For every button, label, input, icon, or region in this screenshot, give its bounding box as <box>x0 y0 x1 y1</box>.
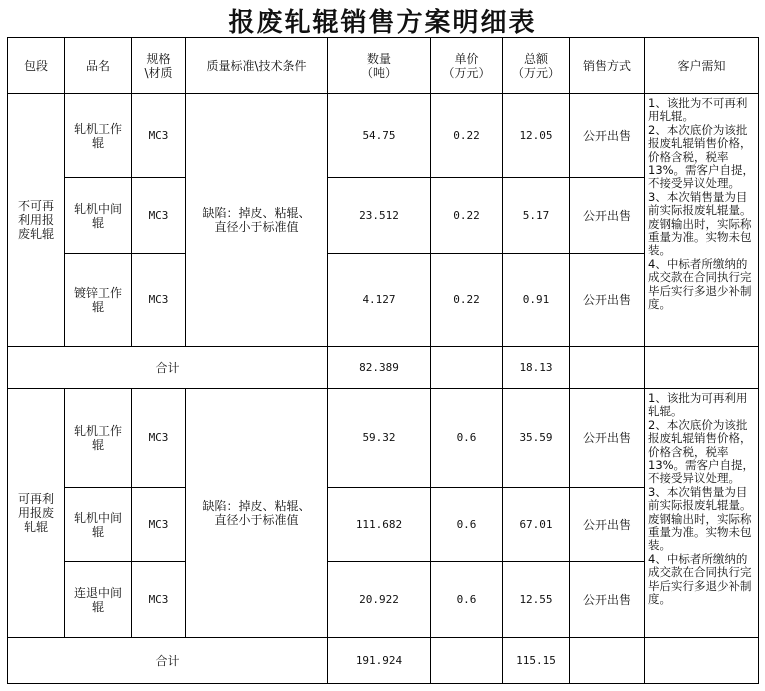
table-row <box>8 94 759 178</box>
item-total: 67.01 <box>503 488 570 562</box>
header-method: 销售方式 <box>570 38 645 94</box>
item-spec: MC3 <box>132 389 186 488</box>
notice-line: 4、中标者所缴纳的成交款在合同执行完毕后实行多退少补制度。 <box>648 551 752 607</box>
customer-notice <box>645 389 759 638</box>
header-spec-label: 规格\材质 <box>144 51 173 80</box>
notice-line: 2、本次底价为该批报废轧辊销售价格，价格含税，税率13%。需客户自提，不接受异议处理。 <box>648 417 755 486</box>
header-spec <box>132 38 186 94</box>
item-method: 公开出售 <box>570 94 645 178</box>
notice-line: 3、本次销售量为目前实际报废轧辊量。废钢输出时，实际称重量为准。实物未包装。 <box>648 484 752 553</box>
subtotal-notice-empty <box>645 638 759 684</box>
item-name-text: 轧机中间辊 <box>73 201 122 230</box>
quality-standard-text: 缺陷：掉皮、粘辊、直径小于标准值 <box>202 499 311 527</box>
subtotal-total: 18.13 <box>503 347 570 389</box>
item-spec: MC3 <box>132 254 186 347</box>
item-price: 0.6 <box>431 488 503 562</box>
header-qty <box>328 38 431 94</box>
quality-standard <box>186 389 328 638</box>
item-total: 5.17 <box>503 178 570 254</box>
item-name-text: 轧机工作辊 <box>73 121 122 150</box>
item-name <box>65 94 132 178</box>
quality-standard-text: 缺陷：掉皮、粘辊、直径小于标准值 <box>202 206 311 234</box>
item-name-text: 镀锌工作辊 <box>73 286 122 314</box>
item-spec: MC3 <box>132 488 186 562</box>
item-name-text: 轧机工作辊 <box>73 424 122 452</box>
item-qty: 54.75 <box>328 94 431 178</box>
subtotal-total: 115.15 <box>503 638 570 684</box>
subtotal-qty: 191.924 <box>328 638 431 684</box>
subtotal-row <box>8 638 759 684</box>
header-notice: 客户需知 <box>645 38 759 94</box>
item-total: 12.05 <box>503 94 570 178</box>
subtotal-price-empty <box>431 347 503 389</box>
item-spec: MC3 <box>132 562 186 638</box>
section-label <box>8 94 65 347</box>
item-name <box>65 488 132 562</box>
item-qty: 20.922 <box>328 562 431 638</box>
header-qty-label: 数量 <box>366 51 391 66</box>
header-total <box>503 38 570 94</box>
item-method: 公开出售 <box>570 389 645 488</box>
header-price-label: 单价 <box>454 51 479 66</box>
subtotal-price-empty <box>431 638 503 684</box>
header-total-label: 总额 <box>523 51 548 66</box>
header-total-unit: （万元） <box>511 65 560 80</box>
subtotal-method-empty <box>570 638 645 684</box>
table-row <box>8 389 759 488</box>
item-name-text: 轧机中间辊 <box>73 510 122 539</box>
section-label <box>8 389 65 638</box>
item-qty: 59.32 <box>328 389 431 488</box>
notice-line: 1、该批为不可再利用轧辊。 <box>648 96 748 124</box>
header-row <box>8 38 759 94</box>
subtotal-qty: 82.389 <box>328 347 431 389</box>
item-total: 35.59 <box>503 389 570 488</box>
header-quality: 质量标准\技术条件 <box>186 38 328 94</box>
notice-line: 1、该批为可再利用轧辊。 <box>648 391 748 419</box>
header-price <box>431 38 503 94</box>
item-spec: MC3 <box>132 178 186 254</box>
quality-standard <box>186 94 328 347</box>
item-spec: MC3 <box>132 94 186 178</box>
item-qty: 111.682 <box>328 488 431 562</box>
item-price: 0.6 <box>431 562 503 638</box>
notice-line: 4、中标者所缴纳的成交款在合同执行完毕后实行多退少补制度。 <box>648 256 752 312</box>
notice-line: 3、本次销售量为目前实际报废轧辊量。废钢输出时，实际称重量为准。实物未包装。 <box>648 189 752 258</box>
item-qty: 23.512 <box>328 178 431 254</box>
item-method: 公开出售 <box>570 562 645 638</box>
page-title: 报废轧辊销售方案明细表 <box>228 8 537 38</box>
notice-line: 2、本次底价为该批报废轧辊销售价格，价格含税，税率13%。需客户自提，不接受异议处理。 <box>648 122 755 191</box>
item-total: 12.55 <box>503 562 570 638</box>
subtotal-notice-empty <box>645 347 759 389</box>
customer-notice <box>645 94 759 347</box>
subtotal-label: 合计 <box>8 347 328 389</box>
item-price: 0.22 <box>431 254 503 347</box>
section-label-text: 不可再利用报废轧辊 <box>17 199 54 241</box>
item-name <box>65 562 132 638</box>
header-price-unit: （万元） <box>442 65 491 80</box>
item-method: 公开出售 <box>570 178 645 254</box>
item-price: 0.22 <box>431 94 503 178</box>
sales-plan-table <box>7 37 759 684</box>
header-section: 包段 <box>8 38 65 94</box>
subtotal-label: 合计 <box>8 638 328 684</box>
item-name-text: 连退中间辊 <box>73 585 122 614</box>
subtotal-method-empty <box>570 347 645 389</box>
section-label-text: 可再利用报废轧辊 <box>17 492 54 534</box>
item-price: 0.6 <box>431 389 503 488</box>
header-name: 品名 <box>65 38 132 94</box>
item-name <box>65 178 132 254</box>
item-name <box>65 254 132 347</box>
item-qty: 4.127 <box>328 254 431 347</box>
header-qty-unit: （吨） <box>360 65 397 80</box>
item-method: 公开出售 <box>570 254 645 347</box>
item-total: 0.91 <box>503 254 570 347</box>
item-name <box>65 389 132 488</box>
item-method: 公开出售 <box>570 488 645 562</box>
item-price: 0.22 <box>431 178 503 254</box>
subtotal-row <box>8 347 759 389</box>
